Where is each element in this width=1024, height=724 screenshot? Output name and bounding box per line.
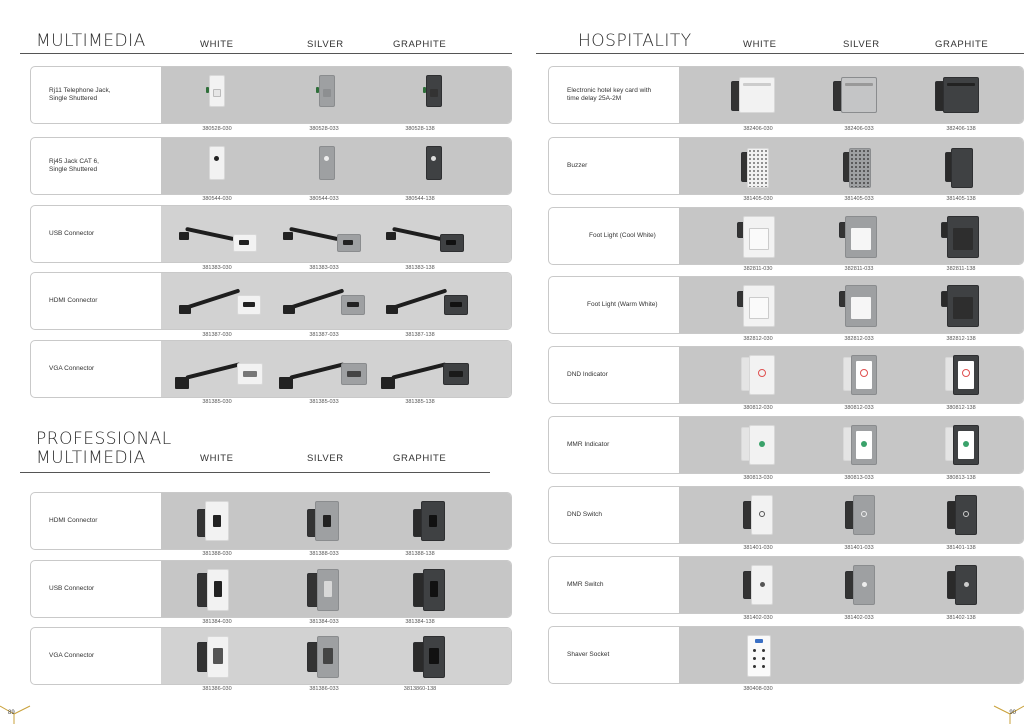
product-row-usb[interactable] — [30, 205, 512, 263]
column-header-white: WHITE — [200, 453, 234, 464]
product-row-key-card[interactable] — [548, 66, 1024, 124]
vga-connector-white — [175, 349, 265, 393]
mmr-indicator-silver — [843, 423, 879, 467]
pro-hdmi-silver — [307, 499, 343, 541]
code-white: 380544-030 — [202, 196, 232, 202]
rj45-jack-graphite — [426, 146, 442, 180]
vga-connector-silver — [279, 349, 369, 393]
code-silver: 381401-033 — [844, 545, 874, 551]
right-page — [512, 0, 1024, 724]
code-white: 381383-030 — [202, 265, 232, 271]
rj45-jack-white — [209, 146, 225, 180]
code-white: 381401-030 — [743, 545, 773, 551]
professional-title-line1: PROFESSIONAL — [36, 429, 172, 449]
product-row-rj11[interactable] — [30, 66, 512, 124]
multimedia-title: MULTIMEDIA — [36, 31, 146, 51]
pro-vga-silver — [307, 634, 343, 678]
product-image-panel — [679, 277, 1023, 333]
hdmi-connector-graphite — [386, 283, 470, 323]
code-silver: 380528-033 — [309, 126, 339, 132]
hospitality-title: HOSPITALITY — [578, 31, 692, 51]
page-number: 89 — [8, 710, 15, 716]
product-image-panel — [679, 67, 1023, 123]
product-image-panel — [161, 273, 511, 329]
product-image-panel — [161, 561, 511, 617]
code-silver: 381384-033 — [309, 619, 339, 625]
rj11-jack-silver — [319, 75, 335, 107]
code-silver: 381405-033 — [844, 196, 874, 202]
buzzer-white — [741, 146, 771, 188]
page-number: 90 — [1009, 710, 1016, 716]
code-white: 380813-030 — [743, 475, 773, 481]
code-silver: 381385-033 — [309, 399, 339, 405]
product-name: USB Connector — [49, 230, 95, 237]
code-graphite: 381388-138 — [405, 551, 435, 557]
column-header-white: WHITE — [743, 39, 777, 50]
code-silver: 381387-033 — [309, 332, 339, 338]
product-image-panel — [161, 138, 511, 194]
dnd-switch-silver — [845, 493, 877, 537]
usb-connector-graphite — [386, 226, 466, 256]
code-graphite: 381384-138 — [405, 619, 435, 625]
code-graphite: 380528-138 — [405, 126, 435, 132]
pro-usb-white — [197, 567, 233, 611]
key-card-white — [731, 75, 775, 115]
section-divider — [20, 53, 512, 54]
product-row-mmr-indicator[interactable] — [548, 416, 1024, 474]
code-graphite: 382811-138 — [946, 266, 976, 272]
code-white: 382406-030 — [743, 126, 773, 132]
product-image-panel — [161, 628, 511, 684]
code-white: 381384-030 — [202, 619, 232, 625]
code-white: 381385-030 — [202, 399, 232, 405]
product-row-pro-usb[interactable] — [30, 560, 512, 618]
product-image-panel — [679, 417, 1023, 473]
corner-ornament-icon — [0, 684, 40, 724]
product-row-dnd-indicator[interactable] — [548, 346, 1024, 404]
code-white: 380408-030 — [743, 686, 773, 692]
rj45-jack-silver — [319, 146, 335, 180]
product-row-hdmi[interactable] — [30, 272, 512, 330]
product-name: Rj11 Telephone Jack, Single Shuttered — [49, 87, 111, 102]
product-name: Buzzer — [567, 162, 588, 169]
product-name: Rj45 Jack CAT 6, Single Shuttered — [49, 158, 99, 173]
code-silver: 380813-033 — [844, 475, 874, 481]
code-silver: 381383-033 — [309, 265, 339, 271]
section-divider — [20, 472, 490, 473]
foot-light-warm-graphite — [941, 283, 981, 327]
product-name: HDMI Connector — [49, 297, 98, 304]
code-graphite: 381405-138 — [946, 196, 976, 202]
product-name: Electronic hotel key card with time delay 25A-2M — [567, 87, 652, 102]
pro-usb-graphite — [413, 567, 449, 611]
rj11-jack-white — [209, 75, 225, 107]
dnd-switch-graphite — [947, 493, 979, 537]
product-image-panel — [161, 206, 511, 262]
code-graphite: 380544-138 — [405, 196, 435, 202]
pro-vga-white — [197, 634, 233, 678]
hdmi-connector-silver — [283, 283, 367, 323]
key-card-silver — [833, 75, 877, 115]
code-graphite: 380813-138 — [946, 475, 976, 481]
code-silver: 382812-033 — [844, 336, 874, 342]
dnd-indicator-silver — [843, 353, 879, 397]
code-silver: 381388-033 — [309, 551, 339, 557]
hdmi-connector-white — [179, 283, 263, 323]
product-image-panel — [161, 341, 511, 397]
product-name: Foot Light (Warm White) — [587, 301, 658, 308]
product-name: Foot Light (Cool White) — [589, 232, 656, 239]
product-name: Shaver Socket — [567, 651, 610, 658]
foot-light-cool-graphite — [941, 214, 981, 258]
code-graphite: 381387-138 — [405, 332, 435, 338]
product-row-dnd-switch[interactable] — [548, 486, 1024, 544]
product-row-foot-light-warm[interactable] — [548, 276, 1024, 334]
column-header-graphite: GRAPHITE — [393, 453, 447, 464]
column-header-silver: SILVER — [843, 39, 880, 50]
code-graphite: 380812-138 — [946, 405, 976, 411]
product-image-panel — [679, 208, 1023, 264]
code-white: 381405-030 — [743, 196, 773, 202]
code-graphite: 382406-138 — [946, 126, 976, 132]
code-silver: 381386-033 — [309, 686, 339, 692]
usb-connector-silver — [283, 226, 363, 256]
professional-title-line2: MULTIMEDIA — [36, 448, 146, 468]
code-silver: 382811-033 — [844, 266, 874, 272]
column-header-graphite: GRAPHITE — [935, 39, 989, 50]
product-image-panel — [679, 627, 1023, 683]
foot-light-cool-silver — [839, 214, 879, 258]
shaver-socket-white — [745, 633, 773, 677]
product-row-rj45[interactable] — [30, 137, 512, 195]
product-image-panel — [679, 487, 1023, 543]
code-graphite: 382812-138 — [946, 336, 976, 342]
product-name: VGA Connector — [49, 365, 95, 372]
code-white: 381386-030 — [202, 686, 232, 692]
product-row-mmr-switch[interactable] — [548, 556, 1024, 614]
product-name: HDMI Connector — [49, 517, 98, 524]
product-image-panel — [679, 347, 1023, 403]
product-image-panel — [679, 557, 1023, 613]
code-white: 381388-030 — [202, 551, 232, 557]
product-name: DND Switch — [567, 511, 603, 518]
column-header-graphite: GRAPHITE — [393, 39, 447, 50]
product-row-foot-light-cool[interactable] — [548, 207, 1024, 265]
foot-light-warm-silver — [839, 283, 879, 327]
product-image-panel — [161, 493, 511, 549]
mmr-indicator-white — [741, 423, 777, 467]
product-row-vga[interactable] — [30, 340, 512, 398]
product-name: DND Indicator — [567, 371, 608, 378]
column-header-silver: SILVER — [307, 453, 344, 464]
rj11-jack-graphite — [426, 75, 442, 107]
code-graphite: 3813860-138 — [403, 686, 437, 692]
product-row-pro-vga[interactable] — [30, 627, 512, 685]
product-name: VGA Connector — [49, 652, 95, 659]
column-header-silver: SILVER — [307, 39, 344, 50]
foot-light-warm-white — [737, 283, 777, 327]
code-white: 382811-030 — [743, 266, 773, 272]
code-graphite: 381401-138 — [946, 545, 976, 551]
buzzer-silver — [843, 146, 873, 188]
dnd-switch-white — [743, 493, 775, 537]
foot-light-cool-white — [737, 214, 777, 258]
product-image-panel — [679, 138, 1023, 194]
corner-ornament-icon — [984, 684, 1024, 724]
key-card-graphite — [935, 75, 979, 115]
code-graphite: 381383-138 — [405, 265, 435, 271]
buzzer-graphite — [945, 146, 975, 188]
mmr-indicator-graphite — [945, 423, 981, 467]
code-silver: 381402-033 — [844, 615, 874, 621]
product-name: USB Connector — [49, 585, 95, 592]
column-header-white: WHITE — [200, 39, 234, 50]
code-silver: 380544-033 — [309, 196, 339, 202]
mmr-switch-silver — [845, 563, 877, 607]
product-name: MMR Indicator — [567, 441, 610, 448]
code-silver: 382406-033 — [844, 126, 874, 132]
code-silver: 380812-033 — [844, 405, 874, 411]
mmr-switch-graphite — [947, 563, 979, 607]
usb-connector-white — [179, 226, 259, 256]
product-row-buzzer[interactable] — [548, 137, 1024, 195]
product-name: MMR Switch — [567, 581, 604, 588]
product-image-panel — [161, 67, 511, 123]
code-white: 381402-030 — [743, 615, 773, 621]
code-white: 381387-030 — [202, 332, 232, 338]
pro-hdmi-white — [197, 499, 233, 541]
mmr-switch-white — [743, 563, 775, 607]
product-row-shaver-socket[interactable] — [548, 626, 1024, 684]
vga-connector-graphite — [381, 349, 471, 393]
pro-usb-silver — [307, 567, 343, 611]
code-white: 380812-030 — [743, 405, 773, 411]
code-graphite: 381402-138 — [946, 615, 976, 621]
dnd-indicator-white — [741, 353, 777, 397]
code-white: 382812-030 — [743, 336, 773, 342]
product-row-pro-hdmi[interactable] — [30, 492, 512, 550]
code-white: 380528-030 — [202, 126, 232, 132]
pro-hdmi-graphite — [413, 499, 449, 541]
section-divider — [536, 53, 1024, 54]
code-graphite: 381385-138 — [405, 399, 435, 405]
pro-vga-graphite — [413, 634, 449, 678]
dnd-indicator-graphite — [945, 353, 981, 397]
